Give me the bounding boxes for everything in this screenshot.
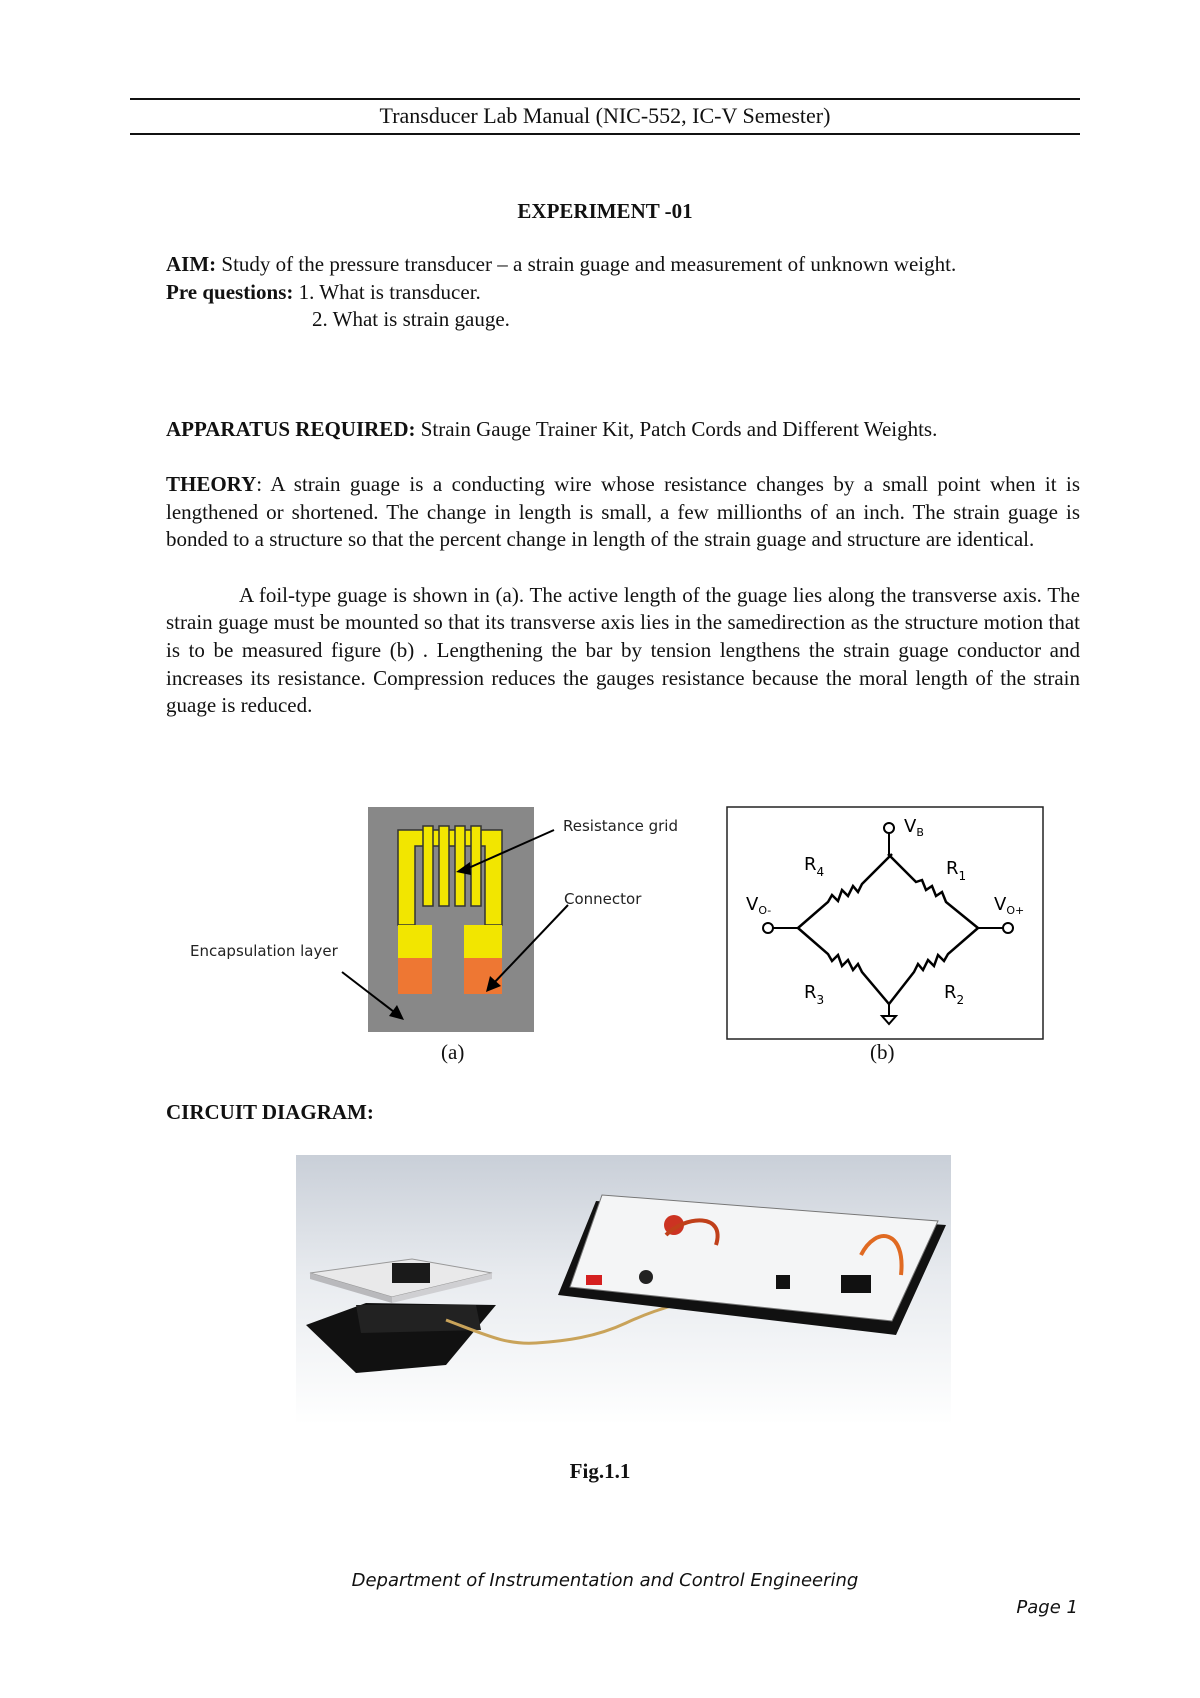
board-switch <box>586 1275 602 1285</box>
label-resistance-grid: Resistance grid <box>563 817 678 835</box>
pre-question-2: 2. What is strain gauge. <box>312 307 510 332</box>
footer-department: Department of Instrumentation and Control Engineering <box>351 1570 859 1591</box>
label-r3-main: R <box>804 982 817 1003</box>
figure-a-strain-gauge <box>190 800 710 1065</box>
label-connector: Connector <box>564 890 642 908</box>
circuit-heading-block <box>166 1099 1080 1127</box>
label-vo-left <box>746 894 771 917</box>
board-sensor <box>776 1275 790 1289</box>
apparatus-block <box>166 416 1080 444</box>
theory-label: THEORY <box>166 472 257 496</box>
foil-pad-right <box>464 925 502 958</box>
label-r4-main: R <box>804 854 817 875</box>
theory-paragraph-1 <box>166 471 1080 554</box>
load-cell-block <box>392 1263 430 1283</box>
label-vb-main: V <box>904 816 917 837</box>
board-meter <box>639 1270 653 1284</box>
grid-line-1 <box>423 826 433 906</box>
label-r2-main: R <box>944 982 957 1003</box>
circuit-heading-label: CIRCUIT DIAGRAM: <box>166 1100 374 1124</box>
figure-caption <box>0 1459 1200 1484</box>
platform-stand <box>356 1305 481 1333</box>
label-r1 <box>946 858 966 883</box>
theory-block <box>166 471 1080 720</box>
footer-page-number: 1 <box>1066 1597 1078 1618</box>
theory-paragraph-2: A foil-type guage is shown in (a). The active length of the guage lies along the transverse axis. The strain guage must be mounted so that its transverse axis lies in the samedirection as the structure motion that is to be measured figure (b) . Lengthening the bar by tension lengthens the strain guage conductor and increases its resistance. Compression reduces the gauges resistance because the moral length of the strain guage is reduced. <box>166 582 1080 718</box>
grid-line-3 <box>455 826 465 906</box>
pre-questions-line <box>166 279 1080 307</box>
header-rule-bottom <box>130 133 1080 135</box>
experiment-title: EXPERIMENT -01 <box>517 199 693 223</box>
apparatus-paragraph <box>166 416 1080 444</box>
figure-b-frame <box>727 807 1043 1039</box>
figure-b-bridge <box>726 806 1046 1041</box>
label-vo-right <box>994 894 1024 917</box>
terminal-vb <box>884 823 894 833</box>
connector-right <box>464 958 502 994</box>
grid-line-2 <box>439 826 449 906</box>
label-r3-sub: 3 <box>816 993 825 1007</box>
label-vb <box>904 816 924 839</box>
foil-pad-left <box>398 925 432 958</box>
resistor-r1 <box>888 854 978 928</box>
ground-symbol <box>882 1016 896 1024</box>
circuit-heading <box>166 1099 1080 1127</box>
trainer-kit-photo <box>296 1155 951 1425</box>
pre-question-1: 1. What is transducer. <box>298 279 481 304</box>
apparatus-text: Strain Gauge Trainer Kit, Patch Cords and Different Weights. <box>420 417 938 441</box>
label-vo-left-sub: O- <box>758 904 772 917</box>
aim-block <box>166 251 1080 334</box>
terminal-vo-left <box>763 923 773 933</box>
terminal-vo-right <box>1003 923 1013 933</box>
footer-page <box>1016 1597 1078 1618</box>
label-r3 <box>804 982 824 1007</box>
label-r2-sub: 2 <box>956 993 965 1007</box>
label-r2 <box>944 982 964 1007</box>
label-vo-left-main: V <box>746 894 759 915</box>
aim-text: Study of the pressure transducer – a strain guage and measurement of unknown weight. <box>221 252 957 276</box>
aim-label: AIM: <box>166 252 217 276</box>
figure-b-caption: (b) <box>870 1040 895 1064</box>
label-r1-main: R <box>946 858 959 879</box>
footer-page-label: Page <box>1016 1597 1061 1618</box>
figure-a-caption: (a) <box>441 1040 465 1064</box>
apparatus-label: APPARATUS REQUIRED: <box>166 417 416 441</box>
header-title: Transducer Lab Manual (NIC-552, IC-V Semester) <box>379 103 831 128</box>
label-vo-right-sub: O+ <box>1006 904 1025 917</box>
board-display <box>841 1275 871 1293</box>
label-vo-right-main: V <box>994 894 1007 915</box>
header-rule-top <box>130 98 1080 100</box>
label-r4 <box>804 854 824 879</box>
pre-questions-label: Pre questions: <box>166 279 294 304</box>
label-r1-sub: 1 <box>958 869 967 883</box>
figure-caption-text: Fig.1.1 <box>569 1459 631 1483</box>
label-encapsulation-layer: Encapsulation layer <box>190 942 338 960</box>
resistor-r2 <box>889 928 978 1004</box>
connector-left <box>398 958 432 994</box>
theory-text: : A strain guage is a conducting wire whose resistance changes by a small point when it is lengthened or shortened. The change in length is small, a few millionths of an inch. The strain guage is bonded to a structure so that the percent change in length of the strain guage and structure are identical. <box>166 472 1080 552</box>
aim-paragraph <box>166 251 1080 279</box>
label-vb-sub: B <box>916 826 924 839</box>
label-r4-sub: 4 <box>816 865 825 879</box>
